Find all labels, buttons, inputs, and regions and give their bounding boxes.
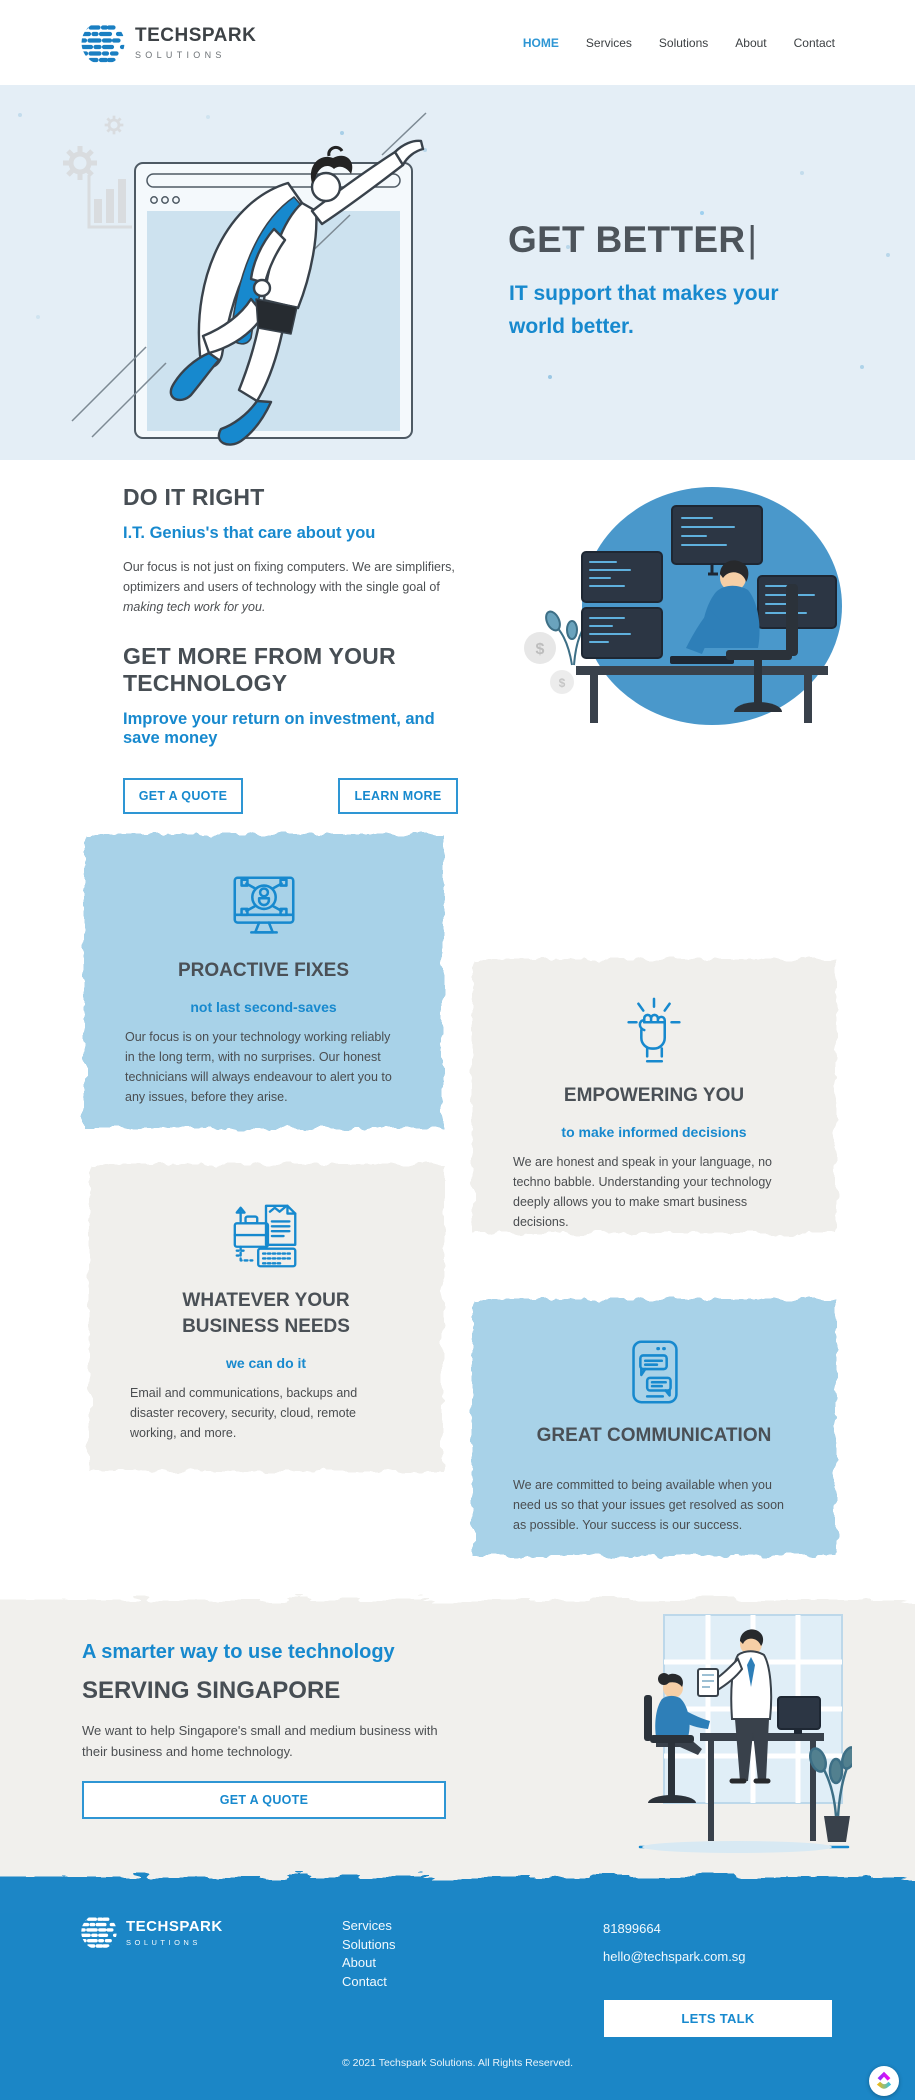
typing-cursor: | [747, 219, 758, 260]
lets-talk-button[interactable]: LETS TALK [604, 2000, 832, 2037]
feature-subtitle: not last second-saves [190, 999, 337, 1015]
logo-ball-icon [80, 20, 126, 66]
features-section [0, 835, 915, 1560]
hero-subheading-line1: IT support that makes your [509, 282, 779, 305]
serving-paragraph: We want to help Singapore's small and medium business with their business and home technology. [82, 1723, 438, 1759]
footer-logo[interactable] [80, 1913, 223, 1951]
header [0, 0, 915, 85]
nav-about[interactable]: About [735, 35, 767, 50]
serving-section [0, 1605, 915, 1885]
nav-home[interactable]: HOME [522, 35, 559, 50]
brand-name: TECHSPARK [126, 1917, 223, 1935]
brand-tagline: SOLUTIONS [135, 50, 226, 60]
brand-tagline: SOLUTIONS [126, 1937, 201, 1947]
hero-speckles [18, 113, 22, 117]
logo-ball-icon [80, 1913, 118, 1951]
feature-body: Our focus is on your technology working reliably in the long term, with no surprises. Our honest technicians will always endeavour to alert you to any issues, before they arise. [125, 1030, 392, 1104]
learn-more-button[interactable]: LEARN MORE [338, 778, 458, 814]
feature-card-empowering-you [478, 965, 830, 1227]
hero-subheading [509, 277, 779, 343]
intro-buttons [123, 778, 475, 814]
feature-card-great-communication [478, 1305, 830, 1550]
serving-tagline: A smarter way to use technology [82, 1641, 395, 1663]
nav-services[interactable]: Services [585, 35, 632, 50]
feature-title: PROACTIVE FIXES [177, 960, 350, 981]
hero-section [0, 85, 915, 460]
feature-subtitle: to make informed decisions [561, 1124, 747, 1140]
feature-body: We are committed to being available when you need us so that your issues get resolved as soon as possible. Your success is our success. [513, 1478, 784, 1532]
serving-text-block [82, 1641, 462, 1819]
feature-body: We are honest and speak in your language, no techno babble. Understanding your technology deeply allows you to make smart business decisions. [513, 1155, 772, 1229]
logo[interactable] [80, 20, 256, 66]
intro-paragraph-italic: making tech work for you. [123, 600, 266, 614]
superhero-illustration [50, 103, 450, 453]
copyright: © 2021 Techspark Solutions. All Rights Reserved. [341, 2057, 574, 2069]
feature-card-business-needs [95, 1170, 437, 1465]
technician-illustration [520, 480, 855, 730]
footer-link-services[interactable]: Services [342, 1918, 392, 1933]
feature-subtitle: we can do it [225, 1355, 307, 1371]
business-tools-icon [130, 1198, 402, 1276]
clickup-badge[interactable] [869, 2066, 899, 2096]
get-a-quote-button[interactable]: GET A QUOTE [123, 778, 243, 814]
intro-subheading2: Improve your return on investment, and save money [123, 710, 435, 747]
intro-section [0, 460, 915, 835]
footer-contact [603, 1921, 746, 1964]
main-nav [523, 36, 835, 50]
serving-get-a-quote-button[interactable]: GET A QUOTE [82, 1781, 446, 1819]
intro-paragraph-text: Our focus is not just on fixing computers. We are simplifiers, optimizers and users of technology with the single goal of [123, 560, 455, 594]
footer-link-solutions[interactable]: Solutions [342, 1936, 396, 1952]
spacer [0, 1560, 915, 1605]
intro-subheading: I.T. Genius's that care about you [123, 524, 376, 542]
feature-title: GREAT COMMUNICATION [536, 1425, 772, 1446]
office-meeting-illustration [552, 1611, 852, 1863]
hero-subheading-line2: world better. [509, 315, 634, 338]
hero-heading [508, 219, 757, 261]
intro-heading2: GET MORE FROM YOUR TECHNOLOGY [123, 643, 396, 696]
intro-paragraph [123, 557, 475, 617]
raised-fist-icon [513, 993, 795, 1071]
footer-logo-text [126, 1918, 223, 1947]
footer-link-about[interactable]: About [342, 1955, 376, 1970]
brand-name: TECHSPARK [135, 25, 257, 46]
chat-bubbles-icon [513, 1333, 795, 1411]
feature-body: Email and communications, backups and disaster recovery, security, cloud, remote working, and more. [130, 1386, 358, 1440]
footer-links [342, 1917, 395, 1991]
serving-heading: SERVING SINGAPORE [82, 1677, 341, 1704]
intro-text-block [123, 484, 475, 814]
svg-text:$: $ [558, 676, 566, 690]
hero-heading-text: GET BETTER [508, 219, 746, 260]
clickup-icon [875, 2071, 893, 2091]
logo-text [135, 25, 256, 60]
footer-phone: 81899664 [603, 1921, 661, 1936]
svg-text:$: $ [535, 641, 545, 658]
feature-title: EMPOWERING YOU [563, 1085, 745, 1106]
monitor-wrench-icon [125, 868, 402, 946]
feature-card-proactive-fixes [90, 840, 437, 1122]
footer-link-contact[interactable]: Contact [342, 1973, 387, 1989]
footer-email[interactable]: hello@techspark.com.sg [603, 1949, 746, 1964]
nav-contact[interactable]: Contact [793, 35, 835, 50]
nav-solutions[interactable]: Solutions [658, 35, 709, 50]
intro-heading: DO IT RIGHT [123, 484, 265, 510]
footer [0, 1885, 915, 2100]
feature-title: WHATEVER YOUR BUSINESS NEEDS [182, 1290, 350, 1337]
